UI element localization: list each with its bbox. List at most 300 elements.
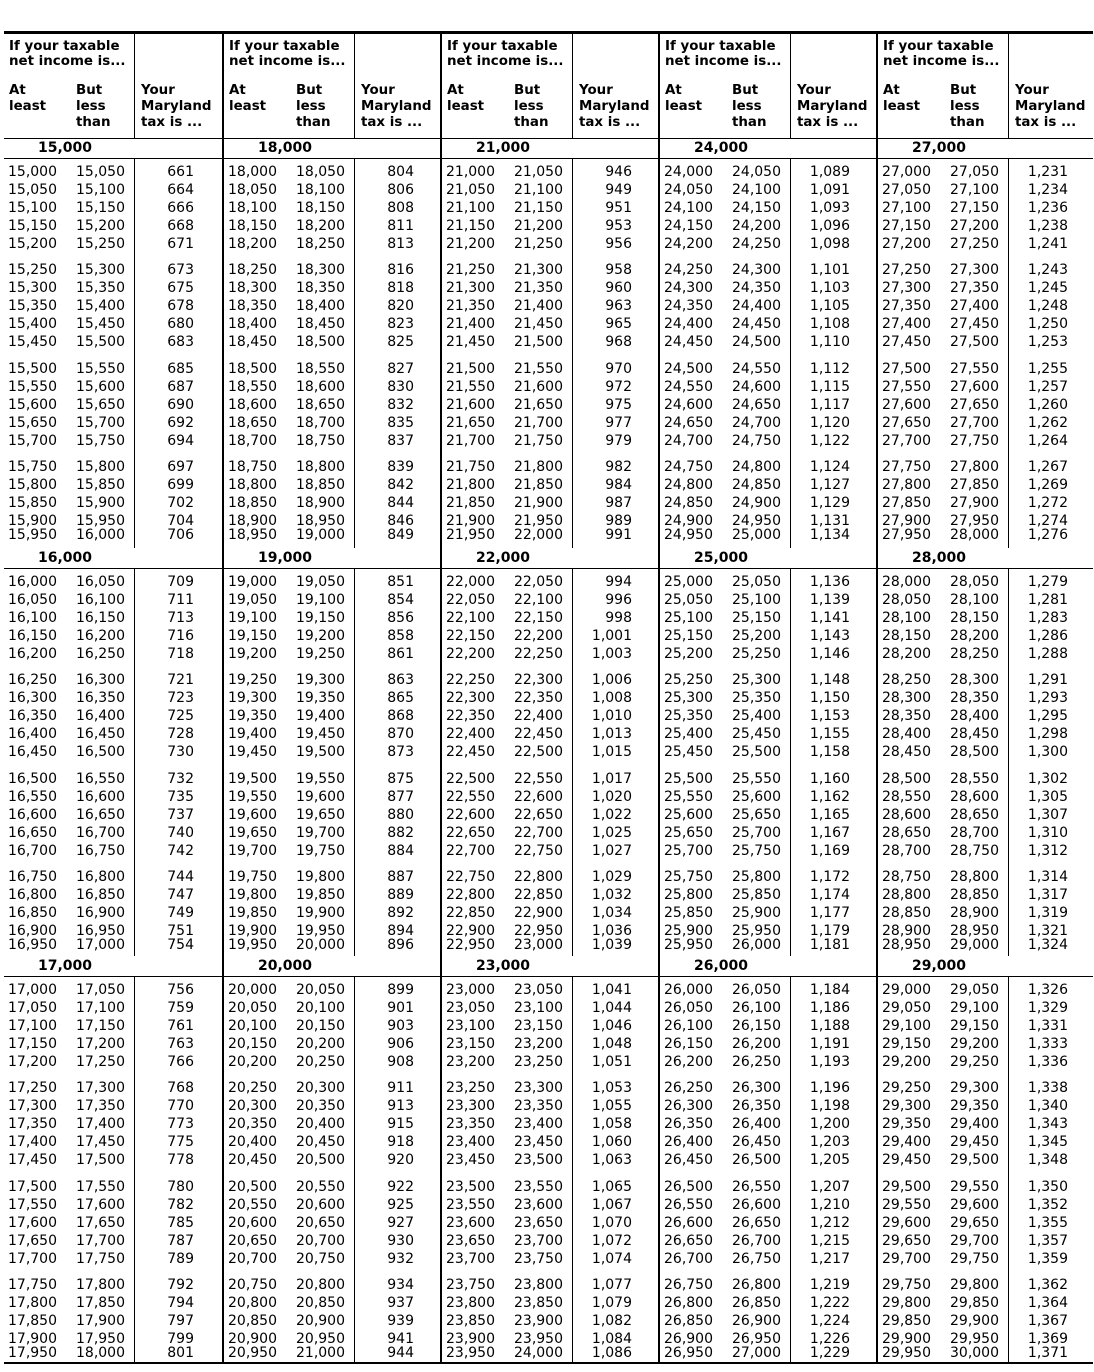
tax-value: 932: [387, 1250, 414, 1267]
table-row: [660, 378, 876, 396]
table-row: [660, 476, 876, 494]
at-least-value: 15,450: [8, 334, 57, 351]
less-than-value: 27,000: [732, 1344, 781, 1361]
at-least-value: 27,950: [882, 526, 931, 543]
at-least-value: 29,050: [882, 1000, 931, 1016]
section-rows: [224, 977, 440, 1362]
tax-value: 1,048: [591, 1036, 632, 1052]
section-label: 18,000: [258, 140, 313, 156]
less-than-value: 22,100: [514, 592, 563, 608]
at-least-value: 27,150: [882, 218, 931, 234]
tax-value: 747: [167, 886, 194, 903]
less-than-value: 19,900: [296, 904, 345, 921]
table-row: [442, 770, 658, 788]
less-than-value: 26,150: [732, 1018, 781, 1034]
header-divider: [1008, 34, 1009, 138]
tax-value: 1,022: [591, 806, 632, 823]
at-least-value: 24,950: [664, 526, 713, 543]
less-than-value: 21,300: [514, 262, 563, 279]
table-row: [442, 743, 658, 761]
at-least-value: 28,900: [882, 922, 931, 939]
table-row: [660, 1097, 876, 1115]
table-row: [878, 1115, 1093, 1133]
at-least-value: 27,750: [882, 458, 931, 475]
table-row: [4, 494, 222, 512]
table-row: [4, 1053, 222, 1071]
table-row: [4, 1196, 222, 1214]
table-row: [878, 1294, 1093, 1312]
tax-value: 930: [387, 1232, 414, 1249]
table-row: [4, 999, 222, 1017]
at-least-value: 26,200: [664, 1054, 713, 1070]
tax-value: 1,245: [1027, 280, 1068, 297]
table-row: [4, 936, 222, 954]
at-least-value: 18,200: [228, 236, 277, 252]
less-than-value: 21,850: [514, 476, 563, 493]
tax-value: 953: [605, 218, 632, 234]
tax-value: 1,060: [591, 1134, 632, 1151]
less-than-value: 18,450: [296, 316, 345, 333]
table-row: [442, 279, 658, 297]
less-than-value: 19,550: [296, 770, 345, 787]
table-row: [4, 432, 222, 450]
column-header: [660, 34, 876, 139]
at-least-value: 22,200: [446, 646, 495, 662]
tax-value: 1,155: [809, 726, 850, 743]
less-than-value: 21,350: [514, 280, 563, 297]
tax-value: 1,212: [809, 1214, 850, 1231]
table-row: [224, 824, 440, 842]
income-question-label: If your taxable net income is...: [665, 39, 782, 69]
at-least-value: 25,800: [664, 886, 713, 903]
less-than-value: 16,950: [76, 922, 125, 939]
tax-value: 1,362: [1027, 1276, 1068, 1293]
at-least-value: 28,100: [882, 610, 931, 626]
table-row: [224, 788, 440, 806]
table-row: [878, 199, 1093, 217]
section-rows: [660, 159, 876, 548]
at-least-value: 26,100: [664, 1018, 713, 1034]
table-row: [878, 999, 1093, 1017]
table-row: [660, 936, 876, 954]
at-least-value: 24,850: [664, 494, 713, 511]
less-than-value: 29,750: [950, 1250, 999, 1267]
table-row: [878, 689, 1093, 707]
tax-value: 671: [167, 236, 194, 252]
table-row: [224, 414, 440, 432]
tax-value: 1,165: [809, 806, 850, 823]
table-row: [660, 1035, 876, 1053]
at-least-value: 17,850: [8, 1312, 57, 1329]
tax-value: 1,367: [1027, 1312, 1068, 1329]
at-least-value: 29,300: [882, 1098, 931, 1115]
table-row: [878, 806, 1093, 824]
at-least-value: 21,650: [446, 414, 495, 431]
tax-value: 1,326: [1027, 982, 1068, 998]
at-least-value: 26,750: [664, 1276, 713, 1293]
less-than-value: 15,700: [76, 414, 125, 431]
at-least-value: 17,050: [8, 1000, 57, 1016]
table-row: [442, 396, 658, 414]
less-than-value: 16,750: [76, 842, 125, 859]
table-row: [878, 315, 1093, 333]
section-label: 19,000: [258, 550, 313, 566]
tax-value: 913: [387, 1098, 414, 1115]
less-than-value: 25,400: [732, 708, 781, 725]
at-least-value: 21,100: [446, 200, 495, 216]
less-than-value: 15,100: [76, 182, 125, 198]
at-least-value: 18,100: [228, 200, 277, 216]
tax-value: 1,015: [591, 744, 632, 761]
section-label: 23,000: [476, 958, 531, 974]
tax-value: 804: [387, 164, 414, 180]
header-divider: [790, 34, 791, 138]
at-least-value: 28,550: [882, 788, 931, 805]
less-than-value: 26,250: [732, 1054, 781, 1070]
at-least-value: 28,250: [882, 672, 931, 689]
section-rows: [4, 569, 222, 956]
less-than-value: 28,600: [950, 788, 999, 805]
tax-value: 882: [387, 824, 414, 841]
table-row: [442, 842, 658, 860]
at-least-value: 19,200: [228, 646, 277, 662]
at-least-value: 29,500: [882, 1178, 931, 1195]
less-than-value: 27,250: [950, 236, 999, 252]
less-than-value: 24,350: [732, 280, 781, 297]
table-row: [878, 1097, 1093, 1115]
at-least-value: 20,050: [228, 1000, 277, 1016]
less-than-value: 24,250: [732, 236, 781, 252]
tax-value: 697: [167, 458, 194, 475]
section-header: [4, 138, 222, 159]
less-than-value: 18,750: [296, 432, 345, 449]
less-than-value: 19,850: [296, 886, 345, 903]
tax-value: 870: [387, 726, 414, 743]
tax-value: 975: [605, 396, 632, 413]
table-row: [878, 645, 1093, 663]
at-least-value: 18,650: [228, 414, 277, 431]
less-than-value: 19,800: [296, 868, 345, 885]
table-row: [224, 609, 440, 627]
less-than-value: 29,800: [950, 1276, 999, 1293]
table-row: [878, 378, 1093, 396]
at-least-value: 21,700: [446, 432, 495, 449]
tax-value: 782: [167, 1196, 194, 1213]
tax-value: 1,210: [809, 1196, 850, 1213]
tax-value: 934: [387, 1276, 414, 1293]
table-row: [224, 689, 440, 707]
table-row: [660, 261, 876, 279]
table-row: [878, 591, 1093, 609]
table-row: [878, 494, 1093, 512]
table-row: [442, 788, 658, 806]
less-than-value: 29,100: [950, 1000, 999, 1016]
less-than-value: 17,200: [76, 1036, 125, 1052]
header-divider: [354, 34, 355, 138]
at-least-value: 23,400: [446, 1134, 495, 1151]
at-least-value: 16,500: [8, 770, 57, 787]
less-than-value: 23,150: [514, 1018, 563, 1034]
table-row: [442, 476, 658, 494]
at-least-value: 16,300: [8, 690, 57, 707]
at-least-value: 20,600: [228, 1214, 277, 1231]
at-least-value: 21,200: [446, 236, 495, 252]
table-row: [4, 788, 222, 806]
tax-value: 1,134: [809, 526, 850, 543]
less-than-value: 29,700: [950, 1232, 999, 1249]
tax-value: 820: [387, 298, 414, 315]
at-least-value: 25,300: [664, 690, 713, 707]
at-least-value: 24,800: [664, 476, 713, 493]
less-than-value: 29,200: [950, 1036, 999, 1052]
table-row: [660, 1178, 876, 1196]
table-row: [224, 378, 440, 396]
less-than-value: 17,500: [76, 1152, 125, 1169]
tax-value: 946: [605, 164, 632, 180]
at-least-value: 15,550: [8, 378, 57, 395]
less-than-value: 22,900: [514, 904, 563, 921]
tax-value: 877: [387, 788, 414, 805]
at-least-value: 18,550: [228, 378, 277, 395]
table-row: [224, 217, 440, 235]
tax-value: 687: [167, 378, 194, 395]
less-than-value: 19,300: [296, 672, 345, 689]
section-header: [442, 548, 658, 569]
at-least-value: 24,200: [664, 236, 713, 252]
at-least-value: 25,700: [664, 842, 713, 859]
less-than-value: 21,100: [514, 182, 563, 198]
tax-value: 1,269: [1027, 476, 1068, 493]
less-than-value: 22,500: [514, 744, 563, 761]
tax-header: Your Maryland tax is ...: [361, 83, 432, 130]
at-least-value: 26,850: [664, 1312, 713, 1329]
table-row: [442, 671, 658, 689]
table-row: [878, 868, 1093, 886]
less-than-value: 19,350: [296, 690, 345, 707]
at-least-value: 28,750: [882, 868, 931, 885]
table-row: [442, 235, 658, 253]
at-least-value: 24,700: [664, 432, 713, 449]
at-least-value: 23,550: [446, 1196, 495, 1213]
table-row: [224, 333, 440, 351]
at-least-value: 17,550: [8, 1196, 57, 1213]
table-row: [878, 1312, 1093, 1330]
tax-value: 1,274: [1027, 512, 1068, 529]
tax-value: 1,300: [1027, 744, 1068, 761]
table-row: [4, 806, 222, 824]
tax-value: 1,072: [591, 1232, 632, 1249]
tax-value: 901: [387, 1000, 414, 1016]
at-least-value: 29,350: [882, 1116, 931, 1133]
tax-value: 1,248: [1027, 298, 1068, 315]
less-than-value: 19,050: [296, 574, 345, 590]
table-row: [224, 297, 440, 315]
tax-value: 1,181: [809, 936, 850, 953]
less-than-value: 16,000: [76, 526, 125, 543]
table-row: [224, 494, 440, 512]
table-row: [224, 591, 440, 609]
less-than-value: 26,400: [732, 1116, 781, 1133]
less-than-value: 17,000: [76, 936, 125, 953]
at-least-value: 18,600: [228, 396, 277, 413]
less-than-value: 21,050: [514, 164, 563, 180]
table-row: [224, 725, 440, 743]
tax-value: 927: [387, 1214, 414, 1231]
at-least-value: 18,150: [228, 218, 277, 234]
less-than-value: 29,050: [950, 982, 999, 998]
less-than-value: 16,300: [76, 672, 125, 689]
tax-value: 925: [387, 1196, 414, 1213]
table-row: [4, 1344, 222, 1362]
table-row: [224, 671, 440, 689]
at-least-value: 29,600: [882, 1214, 931, 1231]
tax-value: 1,298: [1027, 726, 1068, 743]
at-least-value: 15,400: [8, 316, 57, 333]
table-row: [224, 432, 440, 450]
table-row: [660, 788, 876, 806]
at-least-value: 17,500: [8, 1178, 57, 1195]
tax-value: 1,032: [591, 886, 632, 903]
less-than-value: 20,350: [296, 1098, 345, 1115]
table-row: [442, 981, 658, 999]
table-row: [224, 1115, 440, 1133]
table-row: [4, 1178, 222, 1196]
less-than-value: 18,200: [296, 218, 345, 234]
table-row: [224, 707, 440, 725]
less-than-value: 22,400: [514, 708, 563, 725]
at-least-value: 18,850: [228, 494, 277, 511]
table-row: [878, 743, 1093, 761]
at-least-value: 19,450: [228, 744, 277, 761]
table-row: [224, 770, 440, 788]
table-row: [878, 1232, 1093, 1250]
less-than-value: 23,350: [514, 1098, 563, 1115]
section-label: 17,000: [38, 958, 93, 974]
tax-value: 832: [387, 396, 414, 413]
at-least-value: 17,600: [8, 1214, 57, 1231]
tax-value: 740: [167, 824, 194, 841]
tax-value: 1,160: [809, 770, 850, 787]
table-row: [442, 1178, 658, 1196]
tax-value: 773: [167, 1116, 194, 1133]
section-rows: [4, 159, 222, 548]
at-least-value: 20,300: [228, 1098, 277, 1115]
table-row: [442, 458, 658, 476]
tax-value: 1,167: [809, 824, 850, 841]
less-than-value: 26,750: [732, 1250, 781, 1267]
tax-value: 991: [605, 526, 632, 543]
table-row: [878, 707, 1093, 725]
tax-value: 960: [605, 280, 632, 297]
tax-value: 889: [387, 886, 414, 903]
less-than-value: 25,850: [732, 886, 781, 903]
at-least-value: 29,400: [882, 1134, 931, 1151]
table-row: [878, 886, 1093, 904]
less-than-value: 29,300: [950, 1080, 999, 1097]
less-than-value: 20,100: [296, 1000, 345, 1016]
table-row: [4, 1079, 222, 1097]
tax-column-group: [658, 34, 876, 1362]
at-least-value: 25,050: [664, 592, 713, 608]
at-least-value: 25,450: [664, 744, 713, 761]
at-least-value: 19,550: [228, 788, 277, 805]
less-than-value: 24,300: [732, 262, 781, 279]
tax-column-group: [876, 34, 1093, 1362]
but-less-than-header: But less than: [732, 83, 767, 130]
table-row: [660, 725, 876, 743]
less-than-value: 28,650: [950, 806, 999, 823]
at-least-value: 17,900: [8, 1330, 57, 1347]
less-than-value: 16,650: [76, 806, 125, 823]
less-than-value: 25,100: [732, 592, 781, 608]
tax-value: 1,055: [591, 1098, 632, 1115]
tax-value: 896: [387, 936, 414, 953]
table-row: [442, 627, 658, 645]
at-least-value: 22,000: [446, 574, 495, 590]
table-row: [4, 1294, 222, 1312]
less-than-value: 17,650: [76, 1214, 125, 1231]
at-least-value: 21,800: [446, 476, 495, 493]
table-row: [4, 842, 222, 860]
tax-value: 775: [167, 1134, 194, 1151]
tax-value: 977: [605, 414, 632, 431]
table-row: [442, 1097, 658, 1115]
tax-value: 1,302: [1027, 770, 1068, 787]
at-least-header: At least: [229, 83, 267, 114]
section-header: [660, 138, 876, 159]
less-than-value: 24,700: [732, 414, 781, 431]
at-least-value: 15,600: [8, 396, 57, 413]
at-least-value: 25,950: [664, 936, 713, 953]
less-than-value: 25,350: [732, 690, 781, 707]
table-row: [4, 476, 222, 494]
less-than-value: 18,900: [296, 494, 345, 511]
less-than-value: 21,900: [514, 494, 563, 511]
column-header: [224, 34, 440, 139]
less-than-value: 28,850: [950, 886, 999, 903]
tax-value: 922: [387, 1178, 414, 1195]
section-header: [878, 956, 1093, 977]
tax-value: 785: [167, 1214, 194, 1231]
table-row: [4, 725, 222, 743]
at-least-value: 23,300: [446, 1098, 495, 1115]
at-least-value: 18,250: [228, 262, 277, 279]
tax-value: 1,115: [809, 378, 850, 395]
at-least-value: 24,500: [664, 360, 713, 377]
at-least-value: 22,550: [446, 788, 495, 805]
table-row: [878, 627, 1093, 645]
at-least-value: 26,650: [664, 1232, 713, 1249]
less-than-value: 22,150: [514, 610, 563, 626]
table-row: [878, 1276, 1093, 1294]
less-than-value: 28,950: [950, 922, 999, 939]
tax-value: 1,039: [591, 936, 632, 953]
tax-value: 1,255: [1027, 360, 1068, 377]
less-than-value: 23,050: [514, 982, 563, 998]
less-than-value: 18,950: [296, 512, 345, 529]
at-least-value: 18,000: [228, 164, 277, 180]
at-least-header: At least: [9, 83, 47, 114]
tax-value: 1,217: [809, 1250, 850, 1267]
tax-value: 1,364: [1027, 1294, 1068, 1311]
table-row: [660, 1250, 876, 1268]
section-rows: [660, 977, 876, 1362]
less-than-value: 24,950: [732, 512, 781, 529]
section-header: [442, 138, 658, 159]
table-row: [660, 526, 876, 544]
table-row: [878, 725, 1093, 743]
tax-value: 1,355: [1027, 1214, 1068, 1231]
